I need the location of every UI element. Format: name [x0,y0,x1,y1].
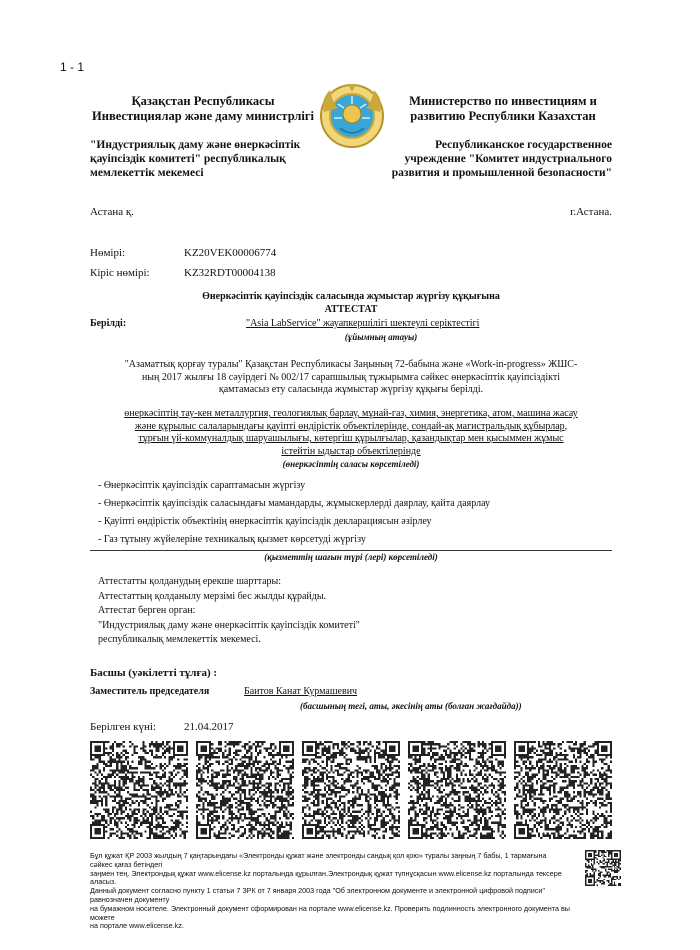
ministry-line: Министерство по инвестициям и [409,94,597,108]
qr-code-icon [90,741,188,839]
qr-code-icon [196,741,294,839]
committee-name-kz [90,138,330,180]
basis-line: қамтамасыз ету саласында жұмыстар жүргізу құқығы берілді. [218,384,484,395]
industry-line: тұрғын үй-коммуналдық шаруашылығы, көтергіш құрылғылар, қазандықтар мен қысыммен жұмыс [138,433,564,444]
qr-code-icon [302,741,400,839]
document-title [90,291,612,316]
services-list [98,480,612,552]
condition-line: "Индустриялық даму және өнеркәсіптік қауіпсіздік комитеті" [98,619,360,631]
service-item: - Өнеркәсіптік қауіпсіздік сараптамасын жүргізу [98,480,306,491]
footer-line: Бұл құжат ҚР 2003 жылдың 7 қаңтарындағы «Электронды құжат және электронды сандық қол қою» туралы заңның 7 бабы, 1 тармағына сәйкес қағаз бетіндегі [90,851,547,869]
incoming-number-label: Кіріс нөмірі: [90,267,150,279]
footer-line: заңмен тең. Электрондық құжат www.elicense.kz порталында құрылған.Электрондық құжат түпнұсқасын www.elicense.kz порталында тексере аласыз. [90,868,562,887]
footer-line: на портале www.elicense.kz. [90,921,184,931]
number-label: Нөмірі: [90,247,126,259]
page-number: 1 - 1 [60,60,85,74]
qr-code-icon [514,741,612,839]
service-item: - Өнеркәсіптік қауіпсіздік саласындағы мамандарды, жұмыскерлерді даярлау, қайта даярлау [98,498,491,509]
industry-paragraph [86,408,616,458]
basis-line: "Азаматтық қорғау туралы" Қазақстан Республикасы Заңының 72-бабына және «Work-in-progress» ЖШС- [124,359,578,370]
footer-line: на бумажном носителе. Электронный документ сформирован на портале www.elicense.kz. Проверить подлинность электронного документа вы можете [90,903,570,922]
signer-name: Баитов Канат Курмашевич [244,686,358,697]
title-line: Өнеркәсіптік қауіпсіздік саласында жұмыстар жүргізу құқығына [202,291,500,302]
ministry-name-ru [388,94,618,124]
head-label: Басшы (уәкілетті тұлға) : [90,667,218,679]
services-caption: (қызметтің шағын түрі (лері) көрсетіледі) [264,552,438,562]
signer-position: Заместитель председателя [90,686,210,697]
industry-line: өнеркәсіптің тау-кен металлургия, геологиялық барлау, мұнай-газ, химия, энергетика, атом, машина жасау [124,408,578,419]
committee-line: учреждение "Комитет индустриального [404,153,612,165]
city-kz: Астана қ. [90,206,134,218]
ministry-name-kz [88,94,318,124]
industry-line: және құрылыс салаларындағы қауіпті өндірістік объектілерінде, сондай-ақ магистральдық құбырлар, [134,420,568,432]
committee-name-ru [380,138,612,180]
basis-line: ның 2017 жылғы 18 сәуірдегі № 002/17 сарапшылық тұжырымға сәйкес өнеркәсіптік қауіпсіздікті [141,371,561,383]
qr-code-icon [408,741,506,839]
footer-notice [90,852,570,931]
committee-line: развития и промышленной безопасности" [391,167,612,179]
ministry-line: Инвестициялар және даму министрлігі [92,109,314,123]
number-value: KZ20VEK00006774 [184,247,277,259]
footer-line: Данный документ согласно пункту 1 статьи 7 ЗРК от 7 января 2003 года "Об электронном документе и электронной цифровой подписи" равнозначен документу [90,886,545,904]
condition-line: Аттестатты қолданудың ерекше шарттары: [98,576,282,587]
ministry-line: развитию Республики Казахстан [410,109,596,123]
footer-qr-code-icon [585,850,621,886]
conditions-block [98,575,612,648]
issued-date-label: Берілген күні: [90,721,156,733]
committee-line: Республиканское государственное [435,139,612,151]
incoming-number-value: KZ32RDT00004138 [184,267,276,279]
service-item: - Қауіпті өндірістік объектінің өнеркәсіптік қауіпсіздік декларациясын әзірлеу [98,516,432,527]
ministry-line: Қазақстан Республикасы [131,94,275,108]
issued-to-organization: "Asia LabService" жауапкершілігі шектеулі серіктестігі [246,318,480,329]
title-line: АТТЕСТАТ [324,303,378,315]
service-item: - Газ тұтыну жүйелеріне техникалық қызмет көрсетуді жүргізу [98,534,366,545]
signer-caption: (басшының тегі, аты, әкесінің аты (болған жағдайда)) [300,701,522,711]
services-divider [90,550,612,551]
basis-paragraph [90,359,612,397]
condition-line: Аттестат берген орган: [98,605,196,616]
committee-line: қауіпсіздік комитеті" республикалық [90,153,286,165]
issued-label: Берілді: [90,318,127,329]
city-ru: г.Астана. [570,206,612,218]
issued-date-value: 21.04.2017 [184,721,234,733]
condition-line: республикалық мемлекеттік мекемесі. [98,634,261,645]
committee-line: "Индустриялық даму және өнеркәсіптік [90,139,301,151]
industry-line: істейтін ыдыстар объектілерінде [281,445,421,457]
condition-line: Аттестаттың қолданылу мерзімі бес жылды құрайды. [98,590,327,602]
issued-caption: (ұйымның атауы) [344,332,418,342]
industry-caption: (өнеркәсіптің саласы көрсетіледі) [282,459,420,469]
committee-line: мемлекеттік мекемесі [90,167,204,179]
